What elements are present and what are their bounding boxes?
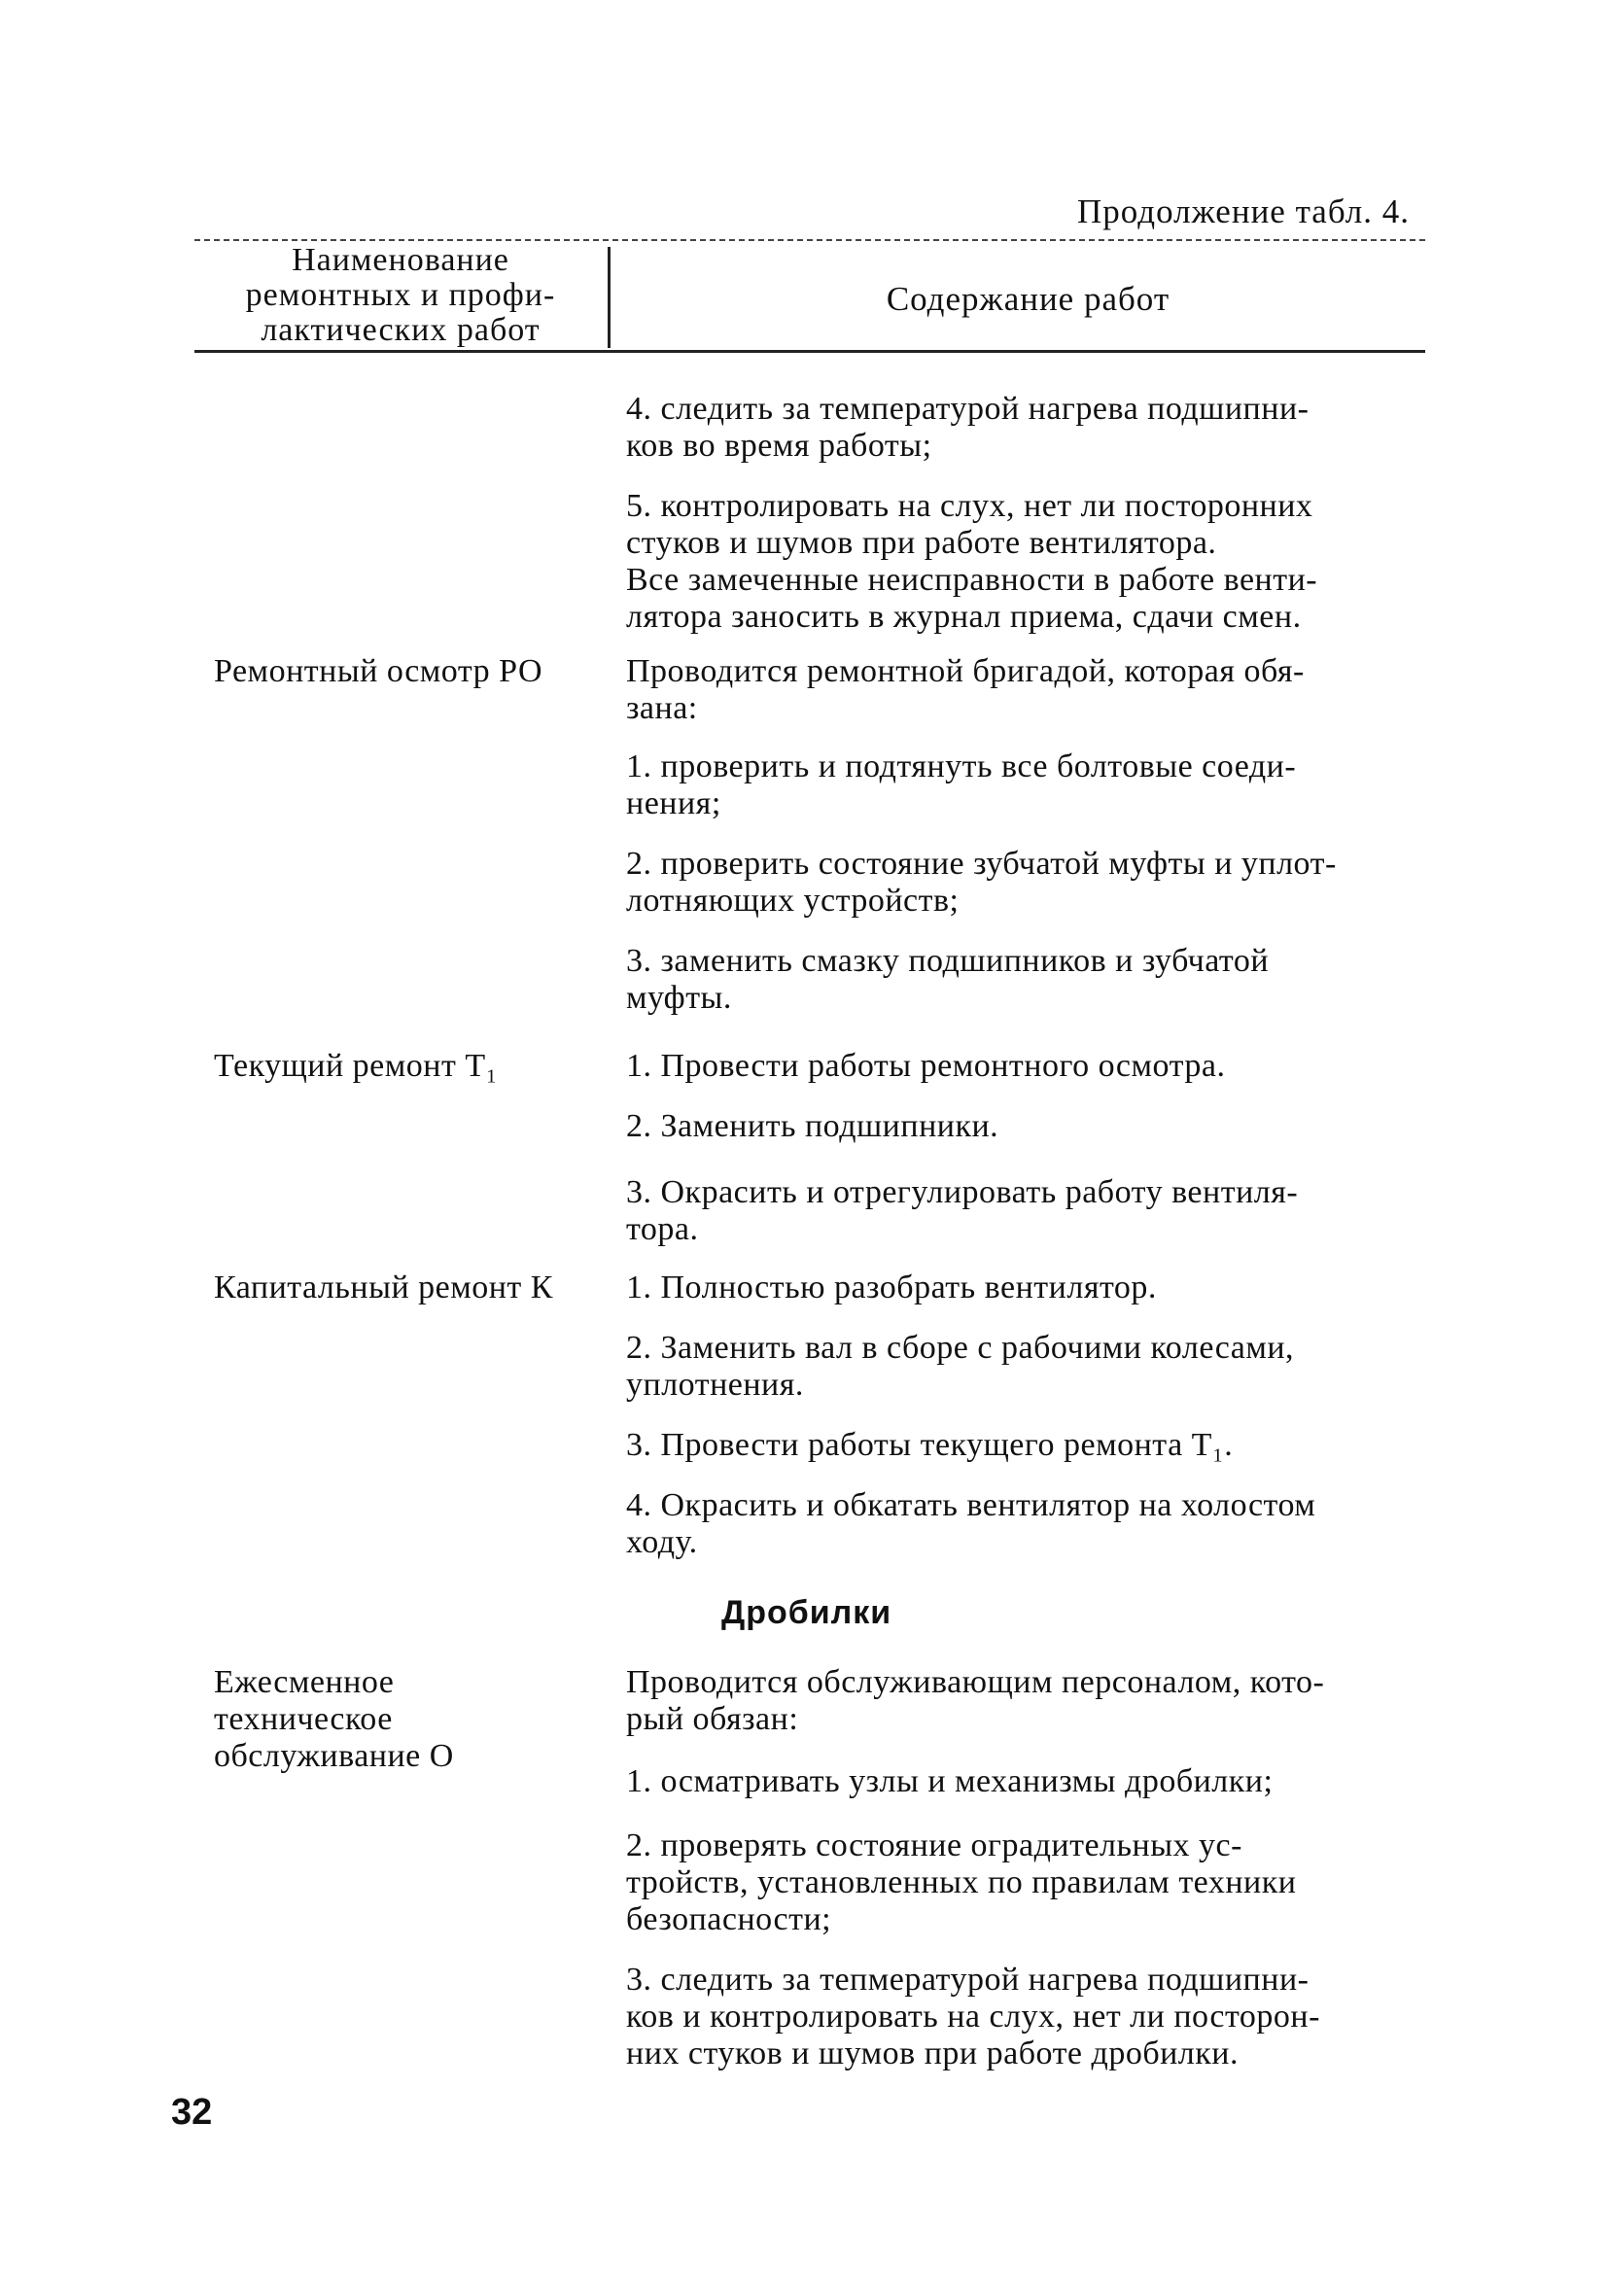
content-paragraph (626, 488, 1425, 636)
text-line: 3. заменить смазку подшипников и зубчатой (626, 943, 1270, 979)
content-paragraph (626, 1108, 1425, 1145)
column-header-name (196, 243, 605, 348)
column-header-line: Наименование (292, 242, 509, 278)
text-line: 2. Заменить вал в сборе с рабочими колесами, (626, 1330, 1295, 1366)
work-name (214, 653, 622, 690)
text-line: лятора заносить в журнал приема, сдачи смен. (626, 599, 1302, 635)
text-line: 3. Провести работы текущего ремонта T₁. (626, 1427, 1234, 1463)
content-paragraph (626, 1827, 1425, 1938)
text-line: 3. следить за тепмературой нагрева подшипни- (626, 1962, 1310, 1998)
content-paragraph (626, 943, 1425, 1017)
section-title: Дробилки (721, 1594, 892, 1631)
text-line: Проводится обслуживающим персоналом, кото- (626, 1664, 1325, 1700)
text-line: 1. Полностью разобрать вентилятор. (626, 1270, 1157, 1305)
text-line: них стуков и шумов при работе дробилки. (626, 2035, 1239, 2071)
content-paragraph (626, 748, 1425, 822)
text-line: 3. Окрасить и отрегулировать работу вентиля- (626, 1174, 1299, 1210)
text-line: Капитальный ремонт К (214, 1270, 553, 1305)
text-line: нения; (626, 785, 721, 821)
text-line: 2. проверять состояние оградительных ус- (626, 1827, 1242, 1863)
text-line: тройств, установленных по правилам техники (626, 1864, 1297, 1900)
header-top-rule (194, 239, 1425, 241)
column-header-content: Содержание работ (886, 280, 1170, 318)
text-line: 1. Провести работы ремонтного осмотра. (626, 1048, 1226, 1084)
text-line: ходу. (626, 1524, 698, 1560)
text-line: техническое (214, 1701, 393, 1737)
page-number: 32 (171, 2092, 213, 2133)
text-line: Ежесменное (214, 1664, 395, 1700)
content-paragraph (626, 653, 1425, 727)
text-line: тора. (626, 1211, 699, 1247)
text-line: стуков и шумов при работе вентилятора. (626, 525, 1217, 561)
text-line: ков во время работы; (626, 428, 932, 464)
text-line: Все замеченные неисправности в работе венти- (626, 562, 1318, 598)
text-line: ков и контролировать на слух, нет ли посторон- (626, 1999, 1320, 2035)
text-line: 4. следить за температурой нагрева подшипни- (626, 391, 1310, 427)
text-line: Проводится ремонтной бригадой, которая обя- (626, 653, 1305, 689)
content-paragraph (626, 1962, 1425, 2072)
content-paragraph (626, 1664, 1425, 1738)
content-paragraph (626, 1427, 1425, 1464)
work-name (214, 1270, 622, 1306)
content-paragraph (626, 1270, 1425, 1306)
content-paragraph (626, 1487, 1425, 1561)
content-paragraph (626, 1174, 1425, 1248)
text-line: Текущий ремонт T₁ (214, 1048, 498, 1084)
header-bottom-rule (194, 350, 1425, 353)
text-line: 4. Окрасить и обкатать вентилятор на холостом (626, 1487, 1316, 1523)
text-line: рый обязан: (626, 1701, 799, 1737)
table-continuation-label: Продолжение табл. 4. (1077, 192, 1410, 230)
work-name (214, 1664, 622, 1775)
content-paragraph (626, 391, 1425, 465)
text-line: уплотнения. (626, 1367, 804, 1403)
text-line: 5. контролировать на слух, нет ли посторонних (626, 488, 1313, 524)
header-column-divider (608, 247, 611, 348)
text-line: 2. Заменить подшипники. (626, 1108, 999, 1144)
text-line: обслуживание О (214, 1738, 454, 1774)
text-line: 1. проверить и подтянуть все болтовые соеди- (626, 748, 1297, 784)
text-line: лотняющих устройств; (626, 883, 960, 919)
text-line: зана: (626, 690, 698, 726)
text-line: 1. осматривать узлы и механизмы дробилки; (626, 1763, 1274, 1799)
text-line: 2. проверить состояние зубчатой муфты и уплот- (626, 846, 1337, 882)
column-header-line: лактических работ (261, 312, 541, 348)
content-paragraph (626, 1330, 1425, 1404)
text-line: Ремонтный осмотр РО (214, 653, 543, 689)
content-paragraph (626, 846, 1425, 920)
work-name (214, 1048, 622, 1085)
text-line: муфты. (626, 980, 732, 1016)
content-paragraph (626, 1763, 1425, 1800)
text-line: безопасности; (626, 1901, 832, 1937)
content-paragraph (626, 1048, 1425, 1085)
column-header-line: ремонтных и профи- (245, 277, 556, 313)
